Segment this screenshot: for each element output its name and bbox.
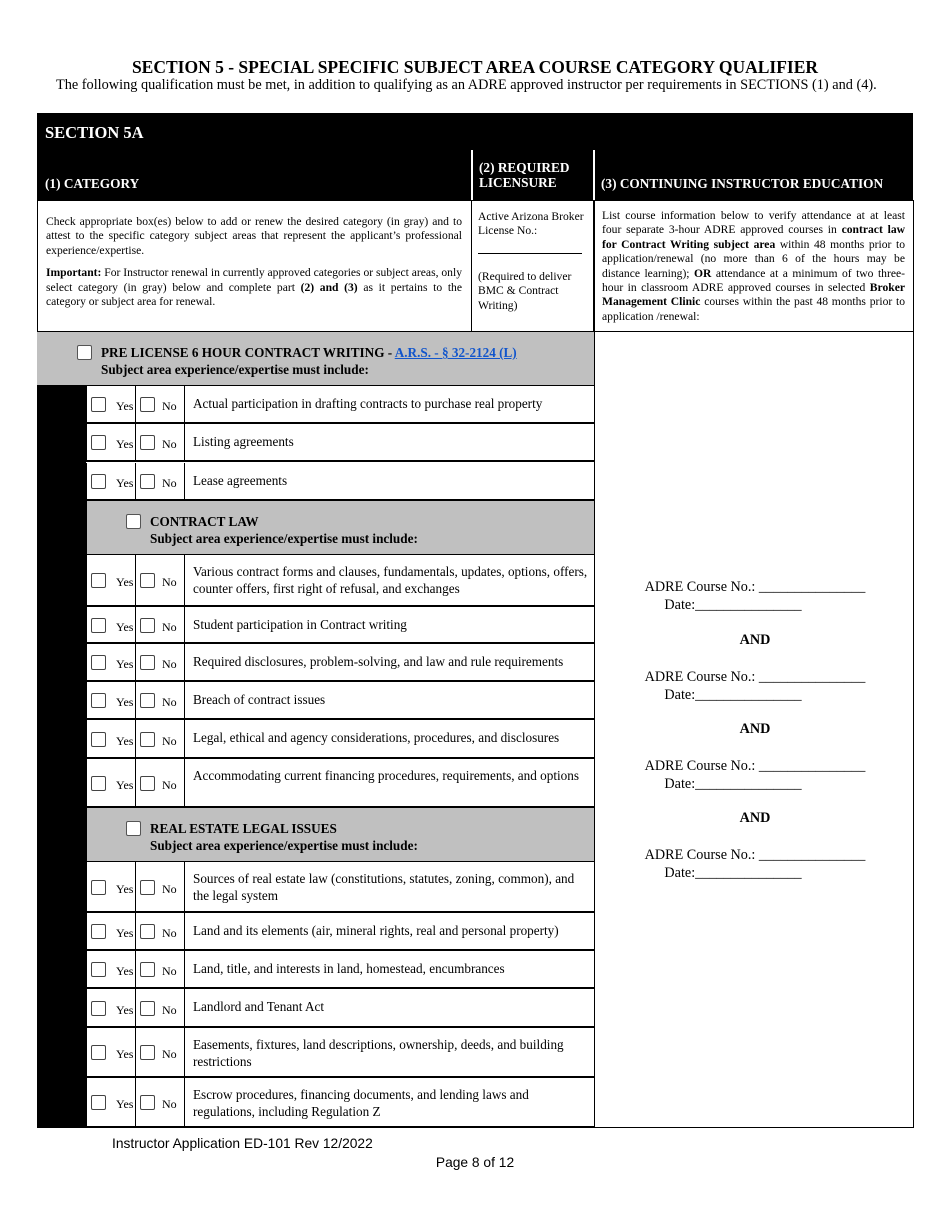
category-contract-law: CONTRACT LAW Subject area experience/expertise must include: [86,501,594,555]
subject-row [86,951,594,989]
yes-option[interactable] [87,1078,136,1126]
page-number: Page 8 of 12 [435,1155,515,1170]
category-pre-license-contract-writing: PRE LICENSE 6 HOUR CONTRACT WRITING - A.R.S. - § 32-2124 (L) Subject area experience/expertise must include: [37,332,594,386]
yes-option[interactable] [87,555,136,605]
section-5a-header: SECTION 5A [37,113,913,150]
yes-label: Yes [116,926,134,940]
education-instructions: List course information below to verify attendance at at least four separate 3-hour ADRE approved courses in contract law for Contract Writing subject area within 48 months prior to application/renewal (no more than 6 of the hours may be distance learning); OR attendance at a minimum of two three-hour in classroom ADRE approved courses in selected Broker Management Clinic courses within the past 48 months prior to application /renewal: [594,200,914,332]
yes-label: Yes [116,964,134,978]
no-label: No [162,926,177,940]
category-column-header: (1) CATEGORY [37,150,471,200]
course-entry-2[interactable]: ADRE Course No.: _______________ Date:_______________ [644,669,866,703]
yes-option[interactable] [87,463,136,499]
no-option[interactable] [136,951,185,987]
subject-area-text: Breach of contract issues [193,692,326,707]
subject-area-text: Student participation in Contract writing [193,617,407,632]
yes-checkbox[interactable] [91,1045,106,1060]
yes-label: Yes [116,575,134,589]
and-separator: AND [739,810,771,826]
no-checkbox[interactable] [140,693,155,708]
form-id: Instructor Application ED-101 Rev 12/2022 [112,1136,373,1151]
subject-area-text: Actual participation in drafting contracts to purchase real property [193,396,543,411]
subject-area-text: Various contract forms and clauses, fundamentals, updates, options, offers, counter offers, first right of refusal, and exchanges [193,564,588,596]
no-option[interactable] [136,913,185,949]
no-label: No [162,575,177,589]
no-label: No [162,399,177,413]
no-option[interactable] [136,463,185,499]
subject-row [86,424,594,462]
subject-row [86,1028,594,1078]
no-option[interactable] [136,424,185,460]
subject-row [86,1078,594,1128]
subject-row [86,913,594,951]
yes-option[interactable] [87,759,136,806]
no-checkbox[interactable] [140,1095,155,1110]
no-label: No [162,734,177,748]
yes-option[interactable] [87,424,136,460]
section-intro: The following qualification must be met, in addition to qualifying as an ADRE approved instructor per requirements in SECTIONS (1) and (4). [56,77,877,93]
yes-option[interactable] [87,644,136,680]
subject-row [86,607,594,644]
subject-row [86,386,594,424]
no-checkbox[interactable] [140,962,155,977]
no-label: No [162,882,177,896]
no-label: No [162,476,177,490]
no-option[interactable] [136,386,185,422]
yes-checkbox[interactable] [91,1001,106,1016]
yes-checkbox[interactable] [91,693,106,708]
yes-checkbox[interactable] [91,732,106,747]
course-entry-3[interactable]: ADRE Course No.: _______________ Date:_______________ [644,758,866,792]
yes-option[interactable] [87,682,136,718]
yes-option[interactable] [87,862,136,911]
subject-area-text: Escrow procedures, financing documents, and lending laws and regulations, including Regulation Z [193,1087,529,1119]
course-entry-1[interactable]: ADRE Course No.: _______________ Date:_______________ [644,579,866,613]
section-title: SECTION 5 - SPECIAL SPECIFIC SUBJECT AREA COURSE CATEGORY QUALIFIER [131,57,819,77]
no-label: No [162,778,177,792]
subject-area-text: Required disclosures, problem-solving, and law and rule requirements [193,654,564,669]
subject-row [86,463,594,501]
yes-label: Yes [116,657,134,671]
yes-label: Yes [116,1097,134,1111]
yes-label: Yes [116,437,134,451]
no-checkbox[interactable] [140,474,155,489]
yes-option[interactable] [87,913,136,949]
no-option[interactable] [136,644,185,680]
yes-label: Yes [116,695,134,709]
subject-row [86,555,594,607]
category-instructions-text: Check appropriate box(es) below to add or renew the desired category (in gray) and to attest to the specific category subject areas that represent the applicant’s professional experience/expertise. [46,215,462,257]
and-separator: AND [739,632,771,648]
category-real-estate-legal-issues: REAL ESTATE LEGAL ISSUES Subject area experience/expertise must include: [86,808,594,862]
yes-checkbox[interactable] [91,573,106,588]
no-checkbox[interactable] [140,924,155,939]
subject-area-text: Lease agreements [193,473,288,488]
no-label: No [162,437,177,451]
no-label: No [162,695,177,709]
yes-checkbox[interactable] [91,435,106,450]
yes-checkbox[interactable] [91,655,106,670]
subject-area-text: Listing agreements [193,434,294,449]
left-black-bar [37,386,86,1128]
no-label: No [162,1047,177,1061]
no-option[interactable] [136,555,185,605]
no-option[interactable] [136,1078,185,1126]
no-checkbox[interactable] [140,435,155,450]
no-option[interactable] [136,759,185,806]
no-checkbox[interactable] [140,1045,155,1060]
yes-label: Yes [116,1003,134,1017]
no-option[interactable] [136,989,185,1026]
no-label: No [162,1097,177,1111]
yes-label: Yes [116,882,134,896]
no-checkbox[interactable] [140,880,155,895]
yes-label: Yes [116,399,134,413]
licensure-requirement-note: (Required to deliver BMC & Contract Writing) [478,269,572,312]
no-option[interactable] [136,682,185,718]
no-checkbox[interactable] [140,618,155,633]
course-entry-4[interactable]: ADRE Course No.: _______________ Date:_______________ [644,847,866,881]
category-checkbox[interactable] [126,821,141,836]
category-checkbox[interactable] [126,514,141,529]
yes-checkbox[interactable] [91,962,106,977]
no-option[interactable] [136,1028,185,1076]
licensure-info [471,200,594,332]
yes-checkbox[interactable] [91,924,106,939]
subject-area-text: Land and its elements (air, mineral rights, real and personal property) [193,923,559,938]
yes-label: Yes [116,1047,134,1061]
subject-area-text: Landlord and Tenant Act [193,999,325,1014]
subject-area-text: Accommodating current financing procedures, requirements, and options [193,768,579,783]
yes-checkbox[interactable] [91,397,106,412]
no-label: No [162,620,177,634]
subject-row [86,682,594,720]
yes-label: Yes [116,778,134,792]
subject-row [86,720,594,759]
subject-area-text: Land, title, and interests in land, homestead, encumbrances [193,961,505,976]
yes-checkbox[interactable] [91,1095,106,1110]
broker-license-field[interactable] [478,239,582,254]
subject-row [86,644,594,682]
yes-checkbox[interactable] [91,880,106,895]
broker-license-label: Active Arizona Broker License No.: [478,210,584,238]
no-checkbox[interactable] [140,1001,155,1016]
course-entry-column [594,332,914,1128]
no-option[interactable] [136,862,185,911]
no-checkbox[interactable] [140,573,155,588]
yes-label: Yes [116,620,134,634]
education-column-header: (3) CONTINUING INSTRUCTOR EDUCATION [595,150,913,200]
no-checkbox[interactable] [140,732,155,747]
no-label: No [162,964,177,978]
yes-checkbox[interactable] [91,474,106,489]
yes-option[interactable] [87,951,136,987]
category-checkbox[interactable] [77,345,92,360]
no-option[interactable] [136,607,185,642]
category-instructions [37,200,472,332]
no-checkbox[interactable] [140,655,155,670]
yes-label: Yes [116,476,134,490]
no-checkbox[interactable] [140,776,155,791]
subject-row [86,989,594,1028]
no-option[interactable] [136,720,185,757]
yes-option[interactable] [87,1028,136,1076]
ars-link[interactable]: A.R.S. - § 32-2124 (L) [394,345,517,360]
important-note: Important: For Instructor renewal in currently approved categories or subject areas, only select category (in gray) below and complete part (2) and (3) as it pertains to the category or subject area for renewal. [46,266,463,309]
licensure-column-header: (2) REQUIRED LICENSURE [473,150,593,200]
yes-option[interactable] [87,720,136,757]
yes-label: Yes [116,734,134,748]
yes-option[interactable] [87,386,136,422]
subject-area-text: Sources of real estate law (constitutions, statutes, zoning, common), and the legal system [193,871,575,903]
subject-row [86,759,594,808]
and-separator: AND [739,721,771,737]
subject-area-text: Easements, fixtures, land descriptions, ownership, deeds, and building restrictions [193,1037,564,1069]
subject-row [86,862,594,913]
no-label: No [162,1003,177,1017]
yes-checkbox[interactable] [91,776,106,791]
subject-area-text: Legal, ethical and agency considerations, procedures, and disclosures [193,730,560,745]
yes-option[interactable] [87,607,136,642]
no-label: No [162,657,177,671]
no-checkbox[interactable] [140,397,155,412]
yes-option[interactable] [87,989,136,1026]
yes-checkbox[interactable] [91,618,106,633]
